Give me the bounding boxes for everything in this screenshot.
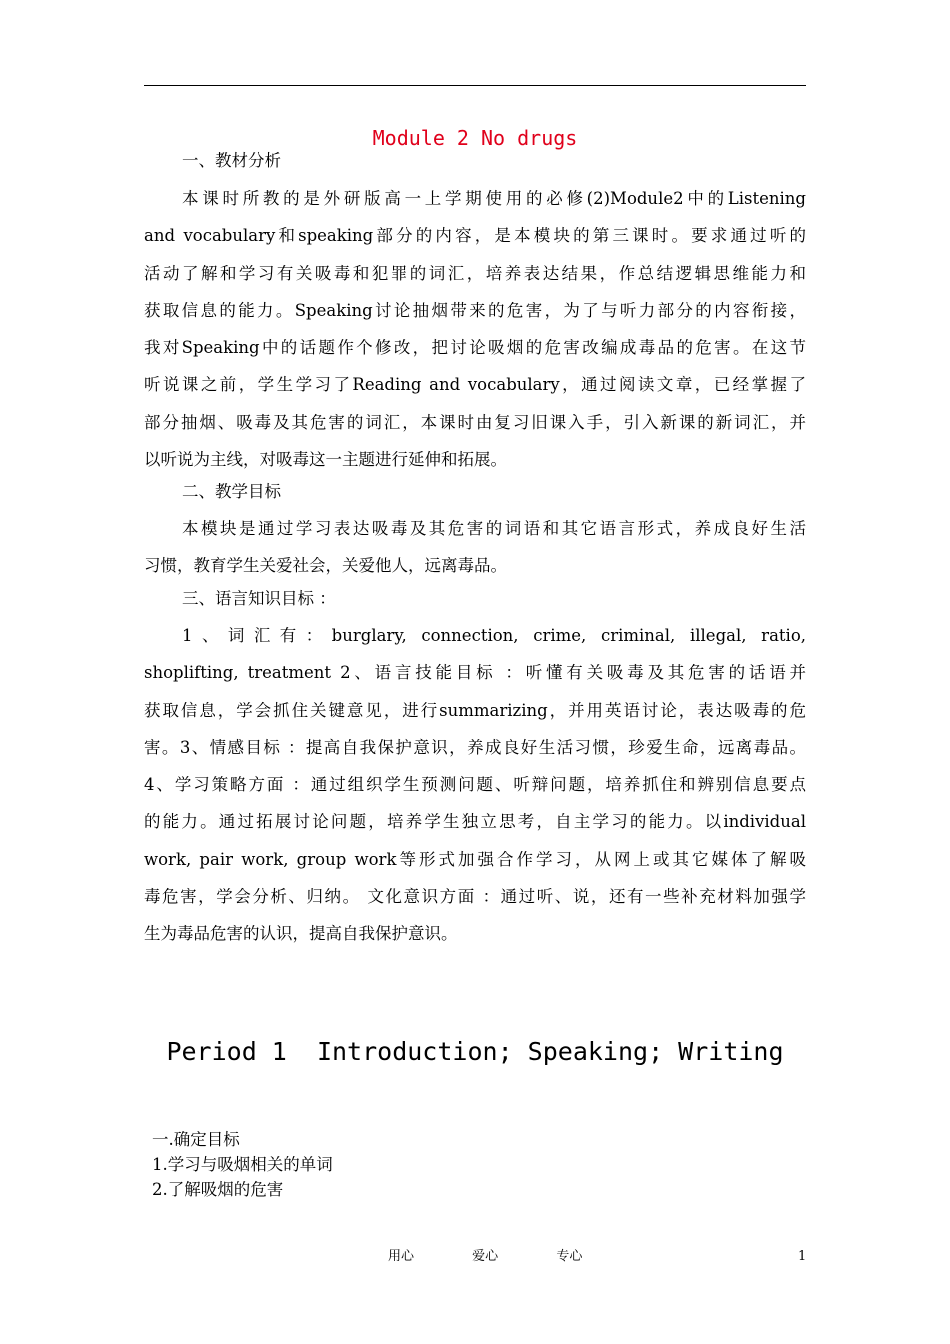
paragraph-line: 毒危害，学会分析、归纳。 文化意识方面 ：通过听、说，还有一些补充材料加强学 [144,887,806,907]
paragraph-line: 习惯，教育学生关爱社会，关爱他人，远离毒品。 [144,556,507,576]
goals-heading: 一.确定目标 [152,1130,240,1149]
paragraph-line: 生为毒品危害的认识，提高自我保护意识。 [144,924,458,944]
paragraph-line: 听说课之前，学生学习了Reading and vocabulary，通过阅读文章，已经掌握了 [144,375,806,395]
paragraph-line: 获取信息的能力。Speaking讨论抽烟带来的危害，为了与听力部分的内容衔接， [144,300,806,320]
paragraph-line: and vocabulary和speaking部分的内容，是本模块的第三课时。要求通过听的 [144,226,806,246]
paragraph-line: 的能力。通过拓展讨论问题，培养学生独立思考，自主学习的能力。以individual [144,812,806,832]
paragraph-line: 1、词汇有：burglary, connection, crime, criminal, illegal, ratio, [182,626,806,645]
paragraph-line: 活动了解和学习有关吸毒和犯罪的词汇，培养表达结果，作总结逻辑思维能力和 [144,263,806,283]
paragraph-line: 获取信息，学会抓住关键意见，进行summarizing，并用英语讨论，表达吸毒的危 [144,700,806,720]
header-rule [144,85,806,86]
paragraph-line: 我对Speaking中的话题作个修改，把讨论吸烟的危害改编成毒品的危害。在这节 [144,338,806,358]
section1-paragraph [144,180,806,478]
page-number: 1 [798,1249,807,1264]
paragraph-line: 本课时所教的是外研版高一上学期使用的必修(2)Module2中的Listening [182,189,806,208]
paragraph-line: work, pair work, group work等形式加强合作学习，从网上或其它媒体了解吸 [144,849,806,869]
document-title: Module 2 No drugs [372,126,578,150]
section3-heading: 三、语言知识目标 ： [182,589,336,608]
paragraph-line: 本模块是通过学习表达吸毒及其危害的词语和其它语言形式，养成良好生活 [182,519,806,538]
section2-heading: 二、教学目标 [182,482,281,501]
footer-word: 专心 [556,1249,583,1264]
footer-motto [388,1248,610,1266]
footer-word: 用心 [388,1249,415,1264]
paragraph-line: 部分抽烟、吸毒及其危害的词汇，本课时由复习旧课入手，引入新课的新词汇，并 [144,412,806,432]
section2-paragraph [144,510,806,585]
period-title: Period 1 Introduction; Speaking; Writing [166,1037,784,1066]
footer-word: 爱心 [472,1249,499,1264]
section1-heading: 一、教材分析 [182,151,281,170]
paragraph-line: 以听说为主线，对吸毒这一主题进行延伸和拓展。 [144,450,507,470]
goal-item: 1.学习与吸烟相关的单词 [152,1155,333,1174]
paragraph-line: 害。3、情感目标 ：提高自我保护意识，养成良好生活习惯，珍爱生命，远离毒品。 [144,737,806,757]
goal-item: 2.了解吸烟的危害 [152,1180,284,1199]
section3-paragraph [144,617,806,953]
paragraph-line: 4、学习策略方面 ：通过组织学生预测问题、听辩问题，培养抓住和辨别信息要点 [144,775,806,795]
paragraph-line: shoplifting, treatment 2、语言技能目标 ：听懂有关吸毒及其危害的话语并 [144,663,806,683]
